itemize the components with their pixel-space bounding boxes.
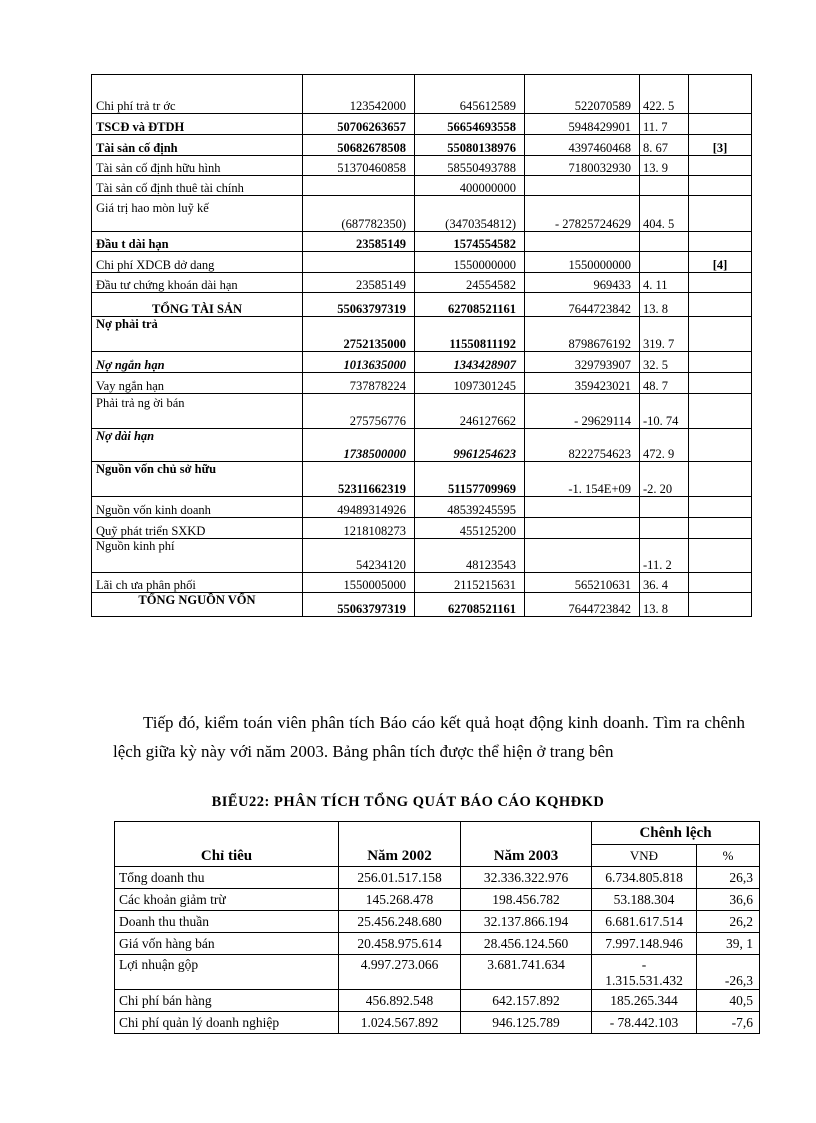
value-2003: 1550000000 (415, 252, 525, 273)
value-pct: 36. 4 (640, 573, 689, 593)
value-diff: 565210631 (525, 573, 640, 593)
value-vnd: 6.681.617.514 (592, 911, 697, 933)
row-label: TỔNG TÀI SẢN (92, 293, 303, 317)
table-row (115, 990, 760, 1012)
row-label: Đầu t dài hạn (92, 232, 303, 252)
value-pct: 8. 67 (640, 135, 689, 156)
table-row (115, 955, 760, 990)
value-vnd: - 1.315.531.432 (592, 955, 697, 990)
value-pct: 13. 9 (640, 156, 689, 176)
value-2003: 642.157.892 (461, 990, 592, 1012)
note-ref (689, 462, 752, 497)
value-2002: 456.892.548 (339, 990, 461, 1012)
table-row (92, 135, 752, 156)
value-pct: 13. 8 (640, 293, 689, 317)
value-diff: -1. 154E+09 (525, 462, 640, 497)
row-label: Giá vốn hàng bán (115, 933, 339, 955)
value-2002: 25.456.248.680 (339, 911, 461, 933)
row-label: Tài sản cố định hữu hình (92, 156, 303, 176)
value-vnd: 6.734.805.818 (592, 867, 697, 889)
value-diff: 5948429901 (525, 114, 640, 135)
header-year-2002: Năm 2002 (339, 822, 461, 867)
value-diff: 329793907 (525, 352, 640, 373)
value-2003: 24554582 (415, 273, 525, 293)
note-ref (689, 317, 752, 352)
value-2003: 48123543 (415, 539, 525, 573)
row-label: Các khoản giảm trừ (115, 889, 339, 911)
note-ref (689, 156, 752, 176)
value-pct: 472. 9 (640, 429, 689, 462)
row-label: Phải trả ng ời bán (92, 394, 303, 429)
value-2003: 62708521161 (415, 293, 525, 317)
row-label: Doanh thu thuần (115, 911, 339, 933)
value-diff: - 29629114 (525, 394, 640, 429)
value-diff: 8798676192 (525, 317, 640, 352)
table-row (92, 75, 752, 114)
table-row (92, 497, 752, 518)
value-2003: 198.456.782 (461, 889, 592, 911)
value-2002 (303, 252, 415, 273)
value-2002: 55063797319 (303, 293, 415, 317)
table-row (92, 429, 752, 462)
value-2002: 20.458.975.614 (339, 933, 461, 955)
value-diff: 8222754623 (525, 429, 640, 462)
table-row (115, 867, 760, 889)
value-2002: 2752135000 (303, 317, 415, 352)
value-2002: 123542000 (303, 75, 415, 114)
value-diff: - 27825724629 (525, 196, 640, 232)
note-ref (689, 518, 752, 539)
value-2002: 49489314926 (303, 497, 415, 518)
value-pct: -7,6 (697, 1012, 760, 1034)
table-row (92, 593, 752, 617)
note-ref (689, 539, 752, 573)
note-ref (689, 497, 752, 518)
row-label: Nợ phải trả (92, 317, 303, 352)
value-2002: 1218108273 (303, 518, 415, 539)
value-2002: 4.997.273.066 (339, 955, 461, 990)
value-2002: 145.268.478 (339, 889, 461, 911)
value-diff (525, 176, 640, 196)
value-pct: 26,2 (697, 911, 760, 933)
value-diff: 359423021 (525, 373, 640, 394)
row-label: TSCĐ và ĐTDH (92, 114, 303, 135)
note-ref (689, 273, 752, 293)
value-pct (640, 252, 689, 273)
note-ref (689, 573, 752, 593)
value-pct: 48. 7 (640, 373, 689, 394)
value-pct: -26,3 (697, 955, 760, 990)
row-label: Nguồn vốn kinh doanh (92, 497, 303, 518)
row-label: Quỹ phát triển SXKD (92, 518, 303, 539)
row-label: Chi phí bán hàng (115, 990, 339, 1012)
value-2003: 645612589 (415, 75, 525, 114)
balance-sheet-table (91, 74, 752, 617)
value-2003: 51157709969 (415, 462, 525, 497)
value-diff: 7644723842 (525, 293, 640, 317)
table-row (92, 156, 752, 176)
value-2003: 1097301245 (415, 373, 525, 394)
value-2002: 1550005000 (303, 573, 415, 593)
value-2002: 55063797319 (303, 593, 415, 617)
value-pct (640, 232, 689, 252)
value-vnd: 7.997.148.946 (592, 933, 697, 955)
value-pct: 36,6 (697, 889, 760, 911)
table-row (92, 176, 752, 196)
table-row (92, 114, 752, 135)
value-2003: 55080138976 (415, 135, 525, 156)
value-2002: 51370460858 (303, 156, 415, 176)
value-2003: 62708521161 (415, 593, 525, 617)
value-diff: 7180032930 (525, 156, 640, 176)
value-diff (525, 518, 640, 539)
header-difference: Chênh lệch (592, 822, 760, 845)
header-vnd: VNĐ (592, 845, 697, 867)
paragraph-text: Tiếp đó, kiểm toán viên phân tích Báo cáo kết quả hoạt động kinh doanh. Tìm ra chênh lệch giữa kỳ này với năm 2003. Bảng phân tích được thể hiện ở trang bên (113, 713, 745, 761)
value-2002: 50706263657 (303, 114, 415, 135)
row-label: Nợ dài hạn (92, 429, 303, 462)
table-row (92, 373, 752, 394)
income-analysis-table (114, 821, 760, 1034)
value-2003: 48539245595 (415, 497, 525, 518)
value-2002: 52311662319 (303, 462, 415, 497)
value-pct: 404. 5 (640, 196, 689, 232)
value-2003: 946.125.789 (461, 1012, 592, 1034)
value-2003: 1343428907 (415, 352, 525, 373)
value-pct: 40,5 (697, 990, 760, 1012)
row-label: Giá trị hao mòn luỹ kế (92, 196, 303, 232)
value-pct (640, 518, 689, 539)
value-2003: (3470354812) (415, 196, 525, 232)
header-pct: % (697, 845, 760, 867)
note-ref (689, 75, 752, 114)
value-vnd: 53.188.304 (592, 889, 697, 911)
value-2002: 1013635000 (303, 352, 415, 373)
value-2003: 1574554582 (415, 232, 525, 252)
table-row (115, 889, 760, 911)
value-pct (640, 176, 689, 196)
note-ref (689, 176, 752, 196)
note-ref (689, 593, 752, 617)
value-diff: 7644723842 (525, 593, 640, 617)
table-row (92, 252, 752, 273)
table-row (92, 518, 752, 539)
value-2003: 9961254623 (415, 429, 525, 462)
table-row (92, 293, 752, 317)
value-2003: 32.137.866.194 (461, 911, 592, 933)
value-2003: 32.336.322.976 (461, 867, 592, 889)
table-row (92, 462, 752, 497)
value-pct: 13. 8 (640, 593, 689, 617)
value-diff (525, 539, 640, 573)
value-pct: 4. 11 (640, 273, 689, 293)
value-2003: 2115215631 (415, 573, 525, 593)
row-label: Nguồn vốn chủ sở hữu (92, 462, 303, 497)
row-label: Tài sản cố định (92, 135, 303, 156)
header-year-2003: Năm 2003 (461, 822, 592, 867)
row-label: Lợi nhuận gộp (115, 955, 339, 990)
value-2002: 275756776 (303, 394, 415, 429)
value-2003: 3.681.741.634 (461, 955, 592, 990)
value-pct: 422. 5 (640, 75, 689, 114)
note-ref (689, 373, 752, 394)
row-label: Chi phí trả tr ớc (92, 75, 303, 114)
value-vnd: - 78.442.103 (592, 1012, 697, 1034)
table-row (92, 232, 752, 252)
value-2002: 23585149 (303, 232, 415, 252)
value-diff: 969433 (525, 273, 640, 293)
row-label: Lãi ch ưa phân phối (92, 573, 303, 593)
value-pct: -11. 2 (640, 539, 689, 573)
table-row (92, 394, 752, 429)
header-indicator: Chỉ tiêu (115, 822, 339, 867)
note-ref (689, 293, 752, 317)
row-label: Tài sản cố định thuê tài chính (92, 176, 303, 196)
value-pct (640, 497, 689, 518)
value-2003: 400000000 (415, 176, 525, 196)
value-2002: 256.01.517.158 (339, 867, 461, 889)
value-2003: 11550811192 (415, 317, 525, 352)
value-vnd: 185.265.344 (592, 990, 697, 1012)
value-2002: 23585149 (303, 273, 415, 293)
value-diff: 1550000000 (525, 252, 640, 273)
value-2003: 246127662 (415, 394, 525, 429)
value-diff: 4397460468 (525, 135, 640, 156)
value-diff (525, 232, 640, 252)
row-label: Chi phí quản lý doanh nghiệp (115, 1012, 339, 1034)
value-2002: (687782350) (303, 196, 415, 232)
value-2002 (303, 176, 415, 196)
value-2002: 50682678508 (303, 135, 415, 156)
value-pct: 32. 5 (640, 352, 689, 373)
header-row (115, 822, 760, 845)
table-row (92, 317, 752, 352)
value-2002: 1738500000 (303, 429, 415, 462)
note-ref (689, 232, 752, 252)
table-row (92, 352, 752, 373)
value-2002: 737878224 (303, 373, 415, 394)
table-row (115, 933, 760, 955)
table-row (92, 196, 752, 232)
table-row (115, 911, 760, 933)
note-ref (689, 352, 752, 373)
note-ref (689, 429, 752, 462)
row-label: Tổng doanh thu (115, 867, 339, 889)
value-diff: 522070589 (525, 75, 640, 114)
analysis-paragraph (113, 708, 745, 766)
value-2003: 56654693558 (415, 114, 525, 135)
value-pct: 11. 7 (640, 114, 689, 135)
value-2003: 28.456.124.560 (461, 933, 592, 955)
table-row (115, 1012, 760, 1034)
value-pct: -2. 20 (640, 462, 689, 497)
income-table-title: BIỂU22: PHÂN TÍCH TỔNG QUÁT BÁO CÁO KQHĐKD (211, 794, 605, 810)
table-row (92, 273, 752, 293)
value-2003: 58550493788 (415, 156, 525, 176)
note-ref (689, 394, 752, 429)
table-row (92, 539, 752, 573)
value-2002: 54234120 (303, 539, 415, 573)
row-label: Nguồn kinh phí (92, 539, 303, 573)
value-pct: 26,3 (697, 867, 760, 889)
row-label: TỔNG NGUỒN VỐN (92, 593, 303, 617)
row-label: Vay ngắn hạn (92, 373, 303, 394)
value-2003: 455125200 (415, 518, 525, 539)
note-ref (689, 114, 752, 135)
value-pct: 319. 7 (640, 317, 689, 352)
value-2002: 1.024.567.892 (339, 1012, 461, 1034)
note-ref: [3] (689, 135, 752, 156)
note-ref: [4] (689, 252, 752, 273)
note-ref (689, 196, 752, 232)
row-label: Chi phí XDCB dở dang (92, 252, 303, 273)
table-row (92, 573, 752, 593)
value-pct: 39, 1 (697, 933, 760, 955)
value-diff (525, 497, 640, 518)
row-label: Đầu tư chứng khoán dài hạn (92, 273, 303, 293)
value-pct: -10. 74 (640, 394, 689, 429)
row-label: Nợ ngắn hạn (92, 352, 303, 373)
